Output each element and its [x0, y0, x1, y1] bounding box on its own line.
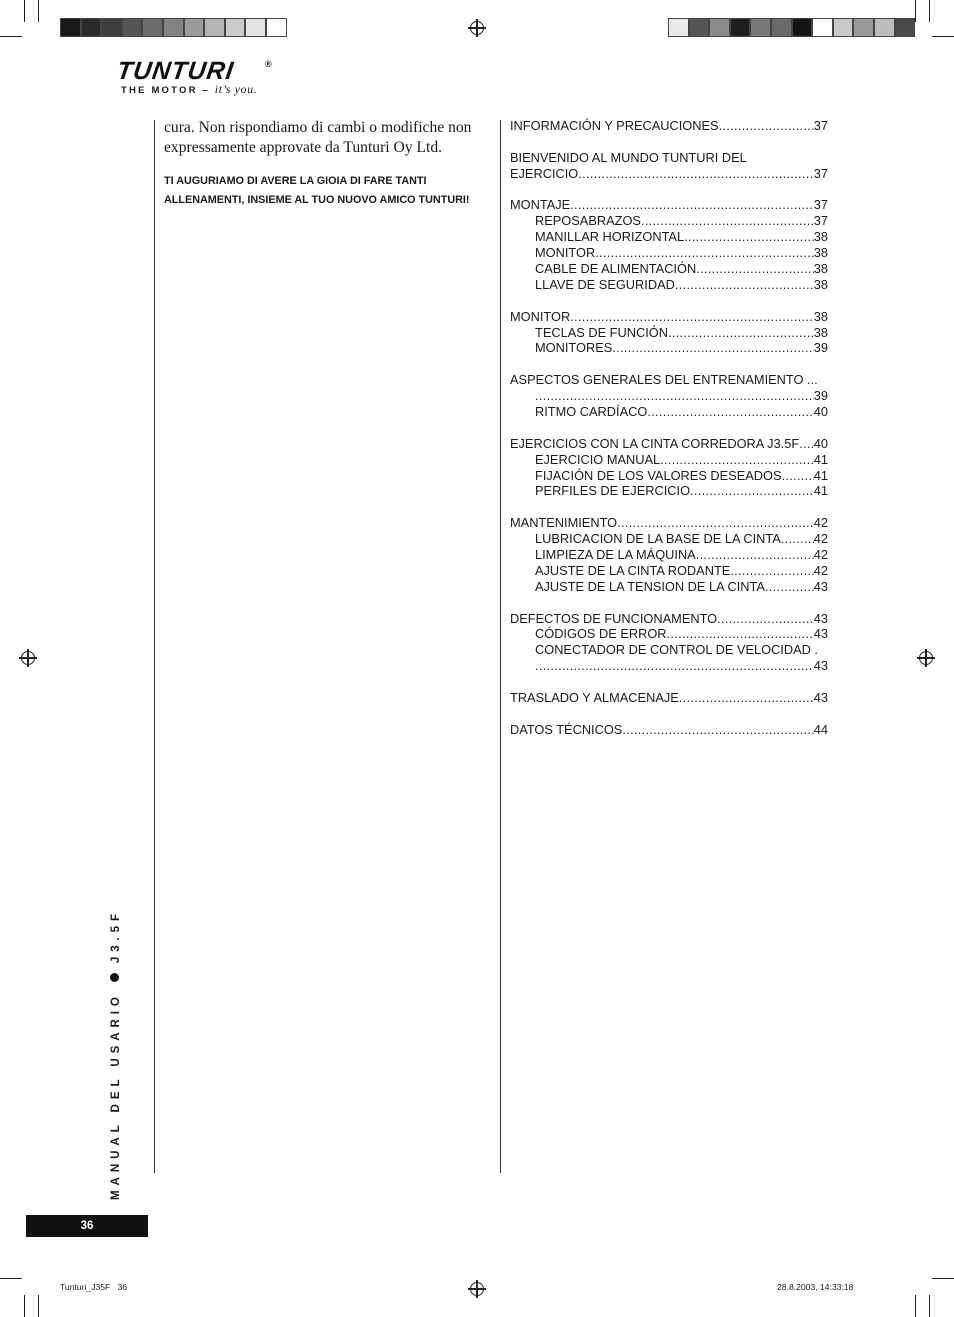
toc-gap — [510, 706, 828, 722]
toc-leader-dots — [612, 340, 814, 356]
toc-label: LIMPIEZA DE LA MÁQUINA — [535, 547, 696, 563]
toc-label: TECLAS DE FUNCIÓN — [535, 324, 668, 340]
toc-leader-dots — [622, 722, 813, 738]
toc-page-number: 44 — [813, 721, 828, 737]
toc-page-number: 43 — [813, 658, 828, 674]
toc-section-title — [510, 436, 828, 452]
toc-page-number: 38 — [813, 276, 828, 292]
registration-mark-icon — [919, 651, 933, 665]
logo-tagline-script: it’s you. — [214, 82, 258, 96]
toc-subitem — [510, 452, 828, 468]
crop-mark — [929, 1295, 930, 1317]
toc-subitem — [510, 245, 828, 261]
toc-leader-dots — [535, 658, 814, 674]
color-swatch — [792, 18, 813, 37]
crop-mark — [38, 1295, 39, 1317]
color-swatch — [730, 18, 751, 37]
toc-subitem — [510, 404, 828, 420]
logo-registered-mark: ® — [265, 59, 272, 69]
toc-label: LLAVE DE SEGURIDAD — [535, 276, 675, 292]
toc-leader-dots — [719, 118, 814, 134]
toc-subitem — [510, 563, 828, 579]
toc-leader-dots — [667, 627, 814, 643]
toc-section-title — [510, 166, 828, 182]
crop-mark — [915, 0, 916, 22]
toc-label: DATOS TÉCNICOS — [510, 721, 623, 737]
toc-leader-dots — [690, 483, 814, 499]
toc-page-number: 43 — [813, 610, 828, 626]
toc-section-title — [510, 515, 828, 531]
toc-subitem — [510, 579, 828, 595]
color-swatch — [163, 18, 184, 37]
crop-mark — [929, 0, 930, 22]
toc-leader-dots — [781, 531, 814, 547]
toc-page-number: 37 — [813, 197, 828, 213]
toc-label: INFORMACIÓN Y PRECAUCIONES — [510, 117, 719, 133]
toc-section-title-continued — [510, 388, 828, 404]
toc-label: TRASLADO Y ALMACENAJE — [510, 690, 679, 706]
toc-page-number: 39 — [813, 340, 828, 356]
toc-leader-dots — [570, 197, 814, 213]
toc-page-number: 40 — [813, 404, 828, 420]
toc-gap — [510, 674, 828, 690]
toc-subitem — [510, 531, 828, 547]
toc-section-title — [510, 197, 828, 213]
toc-page-number: 41 — [813, 467, 828, 483]
toc-subitem — [510, 547, 828, 563]
crop-mark — [24, 0, 25, 22]
toc-label: EJERCICIO MANUAL — [535, 451, 661, 467]
toc-section-title — [510, 372, 828, 388]
toc-label: LUBRICACION DE LA BASE DE LA CINTA — [535, 531, 781, 547]
toc-subitem — [510, 468, 828, 484]
tunturi-logo — [117, 57, 287, 99]
toc-subitem — [510, 627, 828, 643]
toc-gap — [510, 134, 828, 150]
color-swatch — [853, 18, 874, 37]
toc-label: REPOSABRAZOS — [535, 213, 641, 229]
toc-label: FIJACIÓN DE LOS VALORES DESEADOS — [535, 467, 782, 483]
color-swatch — [60, 18, 81, 37]
toc-page-number: 43 — [813, 578, 828, 594]
toc-subitem — [510, 325, 828, 341]
toc-label: CÓDIGOS DE ERROR — [535, 626, 667, 642]
color-swatch — [81, 18, 102, 37]
toc-label: EJERCICIOS CON LA CINTA CORREDORA J3.5F — [510, 435, 800, 451]
crop-mark — [0, 36, 22, 37]
toc-page-number: 38 — [813, 261, 828, 276]
toc-subitem — [510, 483, 828, 499]
page-number: 36 — [26, 1215, 148, 1237]
crop-mark — [932, 36, 954, 37]
crop-mark — [24, 1295, 25, 1317]
toc-label: RITMO CARDÍACO — [535, 404, 648, 420]
footer-file-name: Tunturi_J35F 36 — [60, 1282, 128, 1292]
color-swatch — [266, 18, 287, 37]
color-swatch — [101, 18, 122, 37]
toc-subitem — [510, 277, 828, 293]
toc-section-title — [510, 611, 828, 627]
toc-gap — [510, 595, 828, 611]
color-swatch — [874, 18, 895, 37]
left-column — [164, 118, 489, 211]
toc-leader-dots — [660, 452, 814, 468]
toc-leader-dots — [641, 213, 814, 229]
color-swatch — [750, 18, 771, 37]
toc-subitem-continued — [510, 658, 828, 674]
italian-paragraph: cura. Non rispondiamo di cambi o modifiche non expressamente approvate da Tunturi Oy Ltd. — [164, 119, 472, 156]
toc-leader-dots — [679, 690, 814, 706]
color-swatch — [812, 18, 833, 37]
color-swatch — [142, 18, 163, 37]
logo-tagline — [121, 82, 257, 97]
color-swatch — [771, 18, 792, 37]
toc-subitem — [510, 229, 828, 245]
toc-page-number: 38 — [813, 308, 828, 324]
registration-mark-icon — [470, 1282, 484, 1296]
toc-label: MANILLAR HORIZONTAL — [535, 229, 685, 245]
color-swatch — [184, 18, 205, 37]
toc-label: DEFECTOS DE FUNCIONAMENTO — [510, 610, 718, 626]
toc-section-title — [510, 118, 828, 134]
print-color-bar-right — [668, 18, 915, 37]
toc-label: EJERCICIO — [510, 165, 579, 181]
toc-gap — [510, 182, 828, 198]
toc-page-number: 42 — [813, 515, 828, 531]
toc-subitem — [510, 213, 828, 229]
toc-page-number: 42 — [813, 531, 828, 547]
toc-section-title — [510, 690, 828, 706]
toc-page-number: 41 — [813, 451, 828, 467]
registration-mark-icon — [470, 21, 484, 35]
print-color-bar-left — [60, 18, 287, 37]
color-swatch — [245, 18, 266, 37]
toc-gap — [510, 293, 828, 309]
table-of-contents — [510, 118, 828, 738]
color-swatch — [689, 18, 710, 37]
toc-page-number: 37 — [813, 117, 828, 133]
toc-page-number: 42 — [813, 547, 828, 563]
toc-label: AJUSTE DE LA TENSION DE LA CINTA — [535, 578, 765, 594]
toc-section-title — [510, 309, 828, 325]
crop-mark — [38, 0, 39, 22]
toc-leader-dots — [617, 515, 814, 531]
bullet-dot-icon — [110, 973, 119, 982]
color-swatch — [709, 18, 730, 37]
toc-leader-dots — [668, 325, 814, 341]
toc-page-number: 41 — [813, 483, 828, 499]
toc-label: MANTENIMIENTO — [510, 515, 618, 531]
toc-page-number: 43 — [813, 626, 828, 642]
toc-leader-dots — [535, 388, 814, 404]
toc-leader-dots — [570, 309, 814, 325]
sidebar-manual-label: MANUAL DEL USARIO — [109, 992, 122, 1200]
toc-label: BIENVENIDO AL MUNDO TUNTURI DEL — [510, 149, 747, 165]
toc-leader-dots — [595, 245, 814, 261]
column-rule-left — [154, 120, 155, 1173]
toc-page-number: 37 — [813, 213, 828, 229]
toc-page-number: 39 — [813, 388, 828, 404]
logo-tagline-prefix: THE MOTOR – — [121, 85, 210, 96]
crop-mark — [0, 1278, 22, 1279]
toc-page-number: 38 — [813, 245, 828, 261]
toc-label: CABLE DE ALIMENTACIÓN — [535, 261, 697, 276]
toc-leader-dots — [765, 579, 814, 595]
toc-leader-dots — [684, 229, 814, 245]
toc-leader-dots — [730, 563, 813, 579]
logo-wordmark: TUNTURI — [115, 57, 236, 85]
toc-gap — [510, 356, 828, 372]
italian-closing: TI AUGURIAMO DI AVERE LA GIOIA DI FARE TANTI ALLENAMENTI, INSIEME AL TUO NUOVO AMICO TUNTURI! — [164, 174, 470, 207]
crop-mark — [915, 1295, 916, 1317]
color-swatch — [668, 18, 689, 37]
toc-leader-dots — [696, 547, 814, 563]
color-swatch — [122, 18, 143, 37]
toc-page-number: 43 — [813, 690, 828, 706]
color-swatch — [225, 18, 246, 37]
toc-leader-dots — [647, 404, 813, 420]
toc-subitem — [510, 340, 828, 356]
footer-timestamp: 28.8.2003, 14:33:18 — [777, 1282, 854, 1292]
toc-gap — [510, 499, 828, 515]
toc-label: MONITOR — [510, 308, 571, 324]
toc-section-title — [510, 150, 828, 166]
toc-gap — [510, 420, 828, 436]
toc-label: AJUSTE DE LA CINTA RODANTE — [535, 562, 731, 578]
toc-subitem — [510, 642, 828, 658]
crop-mark — [932, 1278, 954, 1279]
toc-page-number: 38 — [813, 229, 828, 245]
toc-page-number: 38 — [813, 324, 828, 340]
toc-page-number: 37 — [813, 165, 828, 181]
toc-label: MONITOR — [535, 245, 596, 261]
toc-section-title — [510, 722, 828, 738]
color-swatch — [895, 18, 916, 37]
toc-leader-dots — [717, 611, 814, 627]
column-rule-middle — [500, 120, 501, 1173]
toc-label: MONTAJE — [510, 197, 571, 213]
toc-label: PERFILES DE EJERCICIO — [535, 483, 691, 499]
toc-page-number: 40 — [813, 435, 828, 451]
toc-label: MONITORES — [535, 340, 613, 356]
toc-leader-dots — [696, 261, 814, 277]
toc-leader-dots — [578, 166, 814, 182]
toc-subitem — [510, 261, 828, 277]
toc-leader-dots — [675, 277, 814, 293]
toc-leader-dots — [799, 436, 814, 452]
toc-leader-dots — [782, 468, 814, 484]
toc-page-number: 42 — [813, 562, 828, 578]
toc-label: CONECTADOR DE CONTROL DE VELOCIDAD . — [535, 642, 818, 658]
sidebar-model-label: J3.5F — [109, 909, 122, 964]
color-swatch — [204, 18, 225, 37]
registration-mark-icon — [21, 651, 35, 665]
manual-sidebar-title — [109, 909, 122, 1200]
toc-label: ASPECTOS GENERALES DEL ENTRENAMIENTO ... — [510, 372, 818, 388]
color-swatch — [833, 18, 854, 37]
